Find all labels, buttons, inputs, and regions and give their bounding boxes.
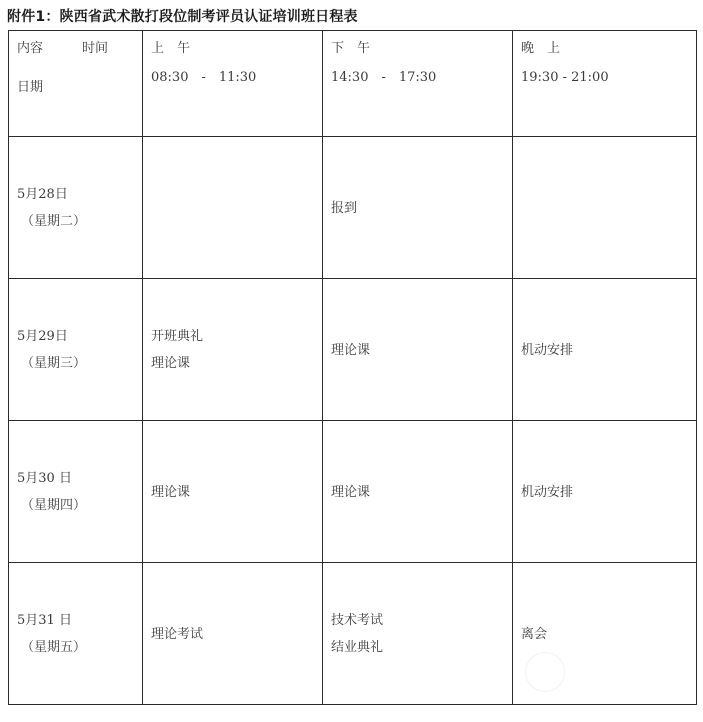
morning-cell: [143, 563, 323, 705]
morning-activity: 理论课: [151, 356, 191, 371]
morning-cell: [143, 279, 323, 421]
evening-activity: 机动安排: [521, 485, 574, 500]
header-afternoon-time: 14:30 - 17:30: [331, 70, 437, 85]
weekday-label: （星期四）: [21, 498, 87, 513]
afternoon-cell: [323, 279, 513, 421]
afternoon-activity: 报到: [331, 201, 358, 216]
header-evening-cell: [513, 31, 697, 137]
corner-header-date: 日期: [17, 80, 44, 95]
weekday-label: （星期五）: [21, 640, 87, 655]
afternoon-activity: 技术考试: [331, 613, 384, 628]
date-label: 5月29日: [17, 329, 68, 344]
header-morning-time: 08:30 - 11:30: [151, 70, 257, 85]
evening-activity: 离会: [521, 627, 548, 642]
schedule-row-may-31: [9, 563, 697, 705]
evening-activity: 机动安排: [521, 343, 574, 358]
date-label: 5月31 日: [17, 613, 72, 628]
schedule-table: [8, 30, 697, 705]
header-evening-time: 19:30 - 21:00: [521, 70, 609, 85]
header-afternoon-label: 下 午: [331, 41, 371, 56]
evening-cell: [513, 137, 697, 279]
afternoon-cell: [323, 563, 513, 705]
schedule-row-may-30: [9, 421, 697, 563]
header-evening-label: 晚 上: [521, 41, 561, 56]
schedule-row-may-29: [9, 279, 697, 421]
date-cell: [9, 279, 143, 421]
date-cell: [9, 137, 143, 279]
afternoon-cell: [323, 137, 513, 279]
afternoon-activity: 理论课: [331, 485, 371, 500]
morning-activity: 理论考试: [151, 627, 204, 642]
date-label: 5月30 日: [17, 471, 72, 486]
date-label: 5月28日: [17, 187, 68, 202]
header-morning-cell: [143, 31, 323, 137]
evening-cell: [513, 279, 697, 421]
afternoon-activity: 理论课: [331, 343, 371, 358]
date-cell: [9, 421, 143, 563]
morning-activity: 开班典礼: [151, 329, 204, 344]
afternoon-cell: [323, 421, 513, 563]
schedule-row-may-28: [9, 137, 697, 279]
morning-cell: [143, 421, 323, 563]
date-cell: [9, 563, 143, 705]
corner-header-content-time: 内容 时间: [17, 41, 109, 56]
corner-header-cell: [9, 31, 143, 137]
weekday-label: （星期二）: [21, 214, 87, 229]
document-title: 附件1：陕西省武术散打段位制考评员认证培训班日程表: [7, 9, 358, 25]
morning-activity: 理论课: [151, 485, 191, 500]
faint-watermark-circle: [525, 652, 565, 692]
evening-cell: [513, 421, 697, 563]
header-morning-label: 上 午: [151, 41, 191, 56]
afternoon-activity: 结业典礼: [331, 640, 384, 655]
weekday-label: （星期三）: [21, 356, 87, 371]
morning-cell: [143, 137, 323, 279]
header-row: [9, 31, 697, 137]
header-afternoon-cell: [323, 31, 513, 137]
